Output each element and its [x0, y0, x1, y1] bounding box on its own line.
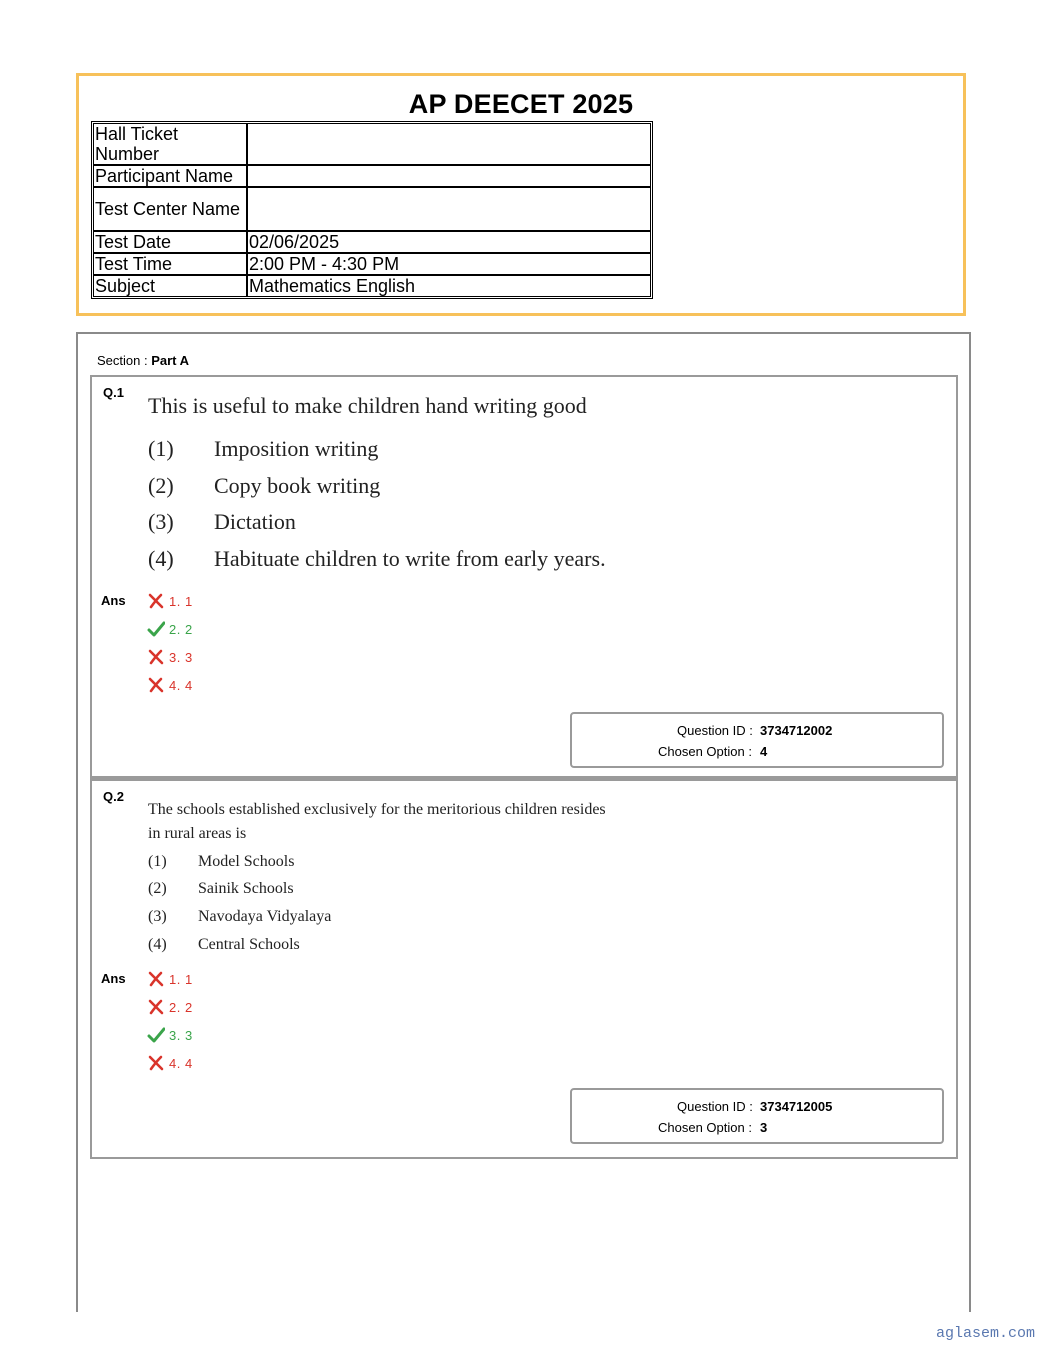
chosen-option-label: Chosen Option :: [658, 1120, 752, 1135]
answer-choice-label: 1. 1: [169, 971, 193, 987]
answer-choice-2: [147, 621, 193, 637]
cross-mark-icon: [147, 999, 165, 1015]
info-value: [247, 187, 651, 231]
option-number: (3): [148, 908, 167, 925]
info-label: Test Time: [93, 253, 247, 275]
info-value: Mathematics English: [247, 275, 651, 297]
info-row-test-date: [93, 231, 651, 253]
info-value: 2:00 PM - 4:30 PM: [247, 253, 651, 275]
question-number: Q.2: [103, 789, 124, 804]
question-card-1: [90, 375, 958, 781]
watermark: aglasem.com: [935, 1325, 1035, 1342]
option-number: (4): [148, 936, 167, 953]
question-card-2: [90, 779, 958, 1159]
option-2: [148, 880, 294, 898]
info-label: Test Date: [93, 231, 247, 253]
chosen-option-label: Chosen Option :: [658, 744, 752, 759]
option-text: Model Schools: [198, 853, 295, 870]
candidate-info-table: [91, 121, 653, 299]
section-prefix: Section :: [97, 353, 152, 368]
answer-choice-label: 4. 4: [169, 1055, 193, 1071]
option-number: (2): [148, 880, 167, 897]
question-id-label: Question ID :: [677, 723, 753, 738]
chosen-option-value: 4: [760, 744, 768, 759]
answer-choice-label: 2. 2: [169, 999, 193, 1015]
section-heading: [97, 353, 189, 368]
info-value: [247, 165, 651, 187]
cross-mark-icon: [147, 1055, 165, 1071]
option-2: [148, 473, 380, 499]
info-label: Subject: [93, 275, 247, 297]
info-label: Test Center Name: [93, 187, 247, 231]
info-row-test-center: [93, 187, 651, 231]
answer-choice-1: [147, 593, 193, 609]
check-mark-icon: [147, 621, 165, 637]
option-1: [148, 853, 294, 871]
question-text-line-2: in rural areas is: [148, 825, 247, 842]
check-mark-icon: [147, 1027, 165, 1043]
question-id-value: 3734712002: [760, 723, 833, 738]
info-label: Participant Name: [93, 165, 247, 187]
info-value: 02/06/2025: [247, 231, 651, 253]
info-row-hall-ticket: [93, 123, 651, 165]
option-number: (2): [148, 473, 174, 498]
option-text: Navodaya Vidyalaya: [198, 908, 332, 925]
answer-choice-1: [147, 971, 193, 987]
question-text-line-1: The schools established exclusively for the meritorious children resides: [148, 801, 606, 818]
answer-choice-label: 4. 4: [169, 677, 193, 693]
cross-mark-icon: [147, 593, 165, 609]
option-text: Imposition writing: [214, 436, 379, 461]
question-number: Q.1: [103, 385, 124, 400]
option-text: Copy book writing: [214, 473, 381, 498]
option-number: (4): [148, 546, 174, 571]
info-row-test-time: [93, 253, 651, 275]
answer-label: Ans: [101, 593, 126, 608]
question-meta-box: [570, 1088, 944, 1144]
question-panel: [76, 332, 971, 1312]
info-row-subject: [93, 275, 651, 297]
option-number: (3): [148, 509, 174, 534]
section-name: Part A: [151, 353, 190, 368]
option-4: [148, 936, 300, 954]
option-3: [148, 908, 331, 926]
exam-title: AP DEECET 2025: [408, 89, 634, 119]
chosen-option-value: 3: [760, 1120, 768, 1135]
answer-choice-label: 3. 3: [169, 649, 193, 665]
cross-mark-icon: [147, 971, 165, 987]
option-3: [148, 509, 296, 535]
answer-label: Ans: [101, 971, 126, 986]
cross-mark-icon: [147, 649, 165, 665]
answer-choice-2: [147, 999, 193, 1015]
info-label: Hall Ticket Number: [93, 123, 247, 165]
option-number: (1): [148, 436, 174, 461]
answer-choice-3: [147, 649, 193, 665]
answer-choice-3: [147, 1027, 193, 1043]
option-1: [148, 436, 378, 462]
option-number: (1): [148, 853, 167, 870]
answer-choice-label: 1. 1: [169, 593, 193, 609]
answer-choice-label: 3. 3: [169, 1027, 193, 1043]
question-text: This is useful to make children hand writing good: [148, 393, 587, 418]
answer-choice-4: [147, 677, 193, 693]
exam-header: [76, 73, 966, 316]
option-4: [148, 546, 606, 572]
question-id-value: 3734712005: [760, 1099, 833, 1114]
cross-mark-icon: [147, 677, 165, 693]
question-id-label: Question ID :: [677, 1099, 753, 1114]
answer-choice-label: 2. 2: [169, 621, 193, 637]
question-meta-box: [570, 712, 944, 768]
option-text: Sainik Schools: [198, 880, 294, 897]
option-text: Central Schools: [198, 936, 300, 953]
info-value: [247, 123, 651, 165]
option-text: Habituate children to write from early years.: [214, 546, 606, 571]
answer-choice-4: [147, 1055, 193, 1071]
info-row-participant: [93, 165, 651, 187]
option-text: Dictation: [214, 509, 296, 534]
